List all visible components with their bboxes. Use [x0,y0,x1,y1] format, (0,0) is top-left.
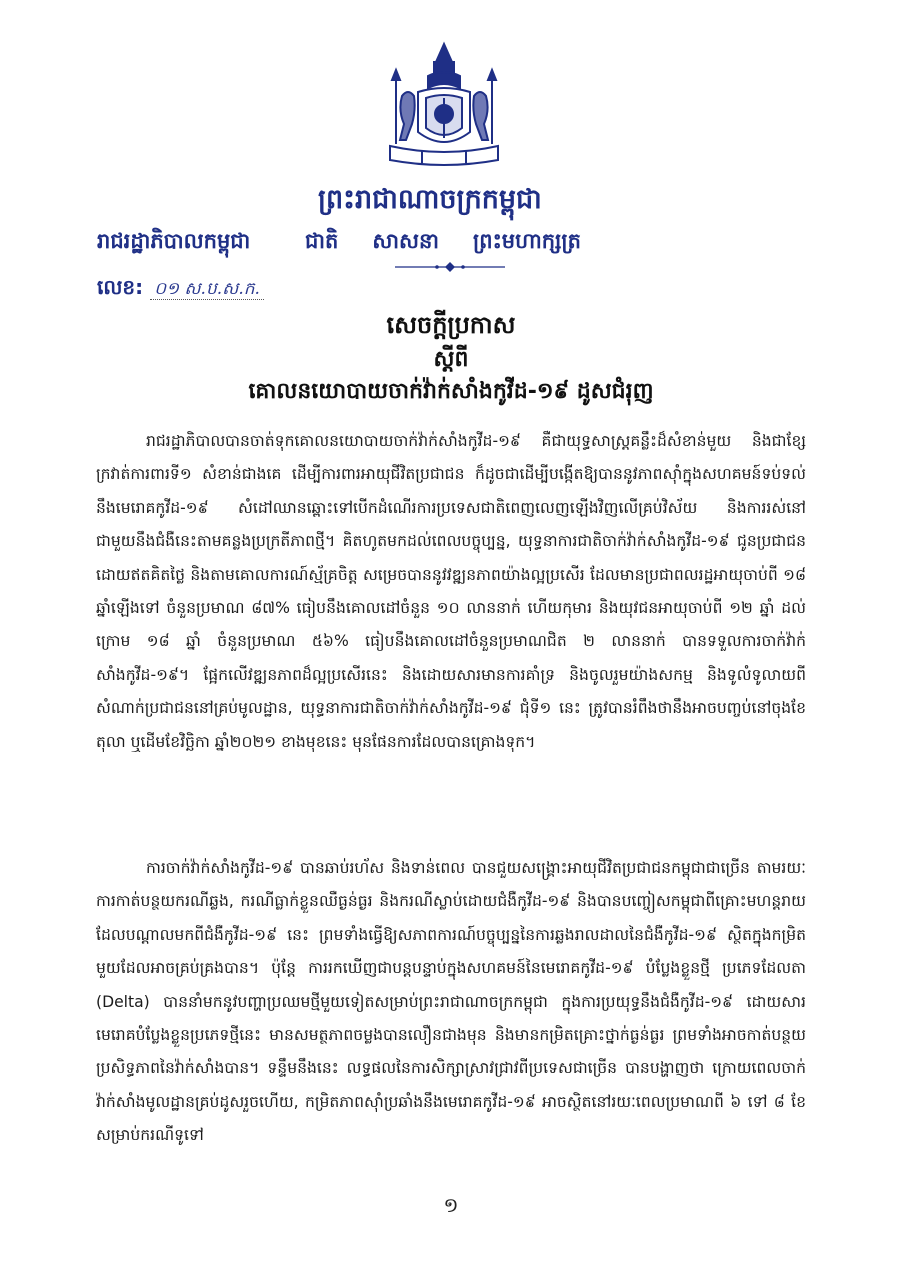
document-subject: គោលនយោបាយចាក់វ៉ាក់សាំងកូវីដ-១៩ ដូសជំរុញ [248,379,654,404]
page-number: ១ [443,1193,459,1217]
document-title: សេចក្តីប្រកាស [386,311,516,339]
motto-nation: ជាតិ [305,229,339,253]
kingdom-title: ព្រះរាជាណាចក្រកម្ពុជា [318,184,542,215]
royal-arms-emblem-icon [378,40,510,170]
document-number [97,274,264,304]
government-name: រាជរដ្ឋាភិបាលកម្ពុជា [97,229,251,253]
body-paragraph: រាជរដ្ឋាភិបាលបានចាត់ទុកគោលនយោបាយចាក់វ៉ាក់សាំងកូវីដ-១៩ គឺជាយុទ្ធសាស្ត្រគន្លឹះដ៏សំខាន់មួយ និងជាខ្សែក្រវាត់ការពារទី១ សំខាន់ជាងគេ ដើម្បីការពារអាយុជីវិតប្រជាជន ក៏ដូចជាដើម្បីបង្កើតឱ្យបាននូវភាពស៊ាំក្នុងសហគមន៍ទប់ទល់នឹងមេរោគកូវីដ-១៩ សំដៅឈានឆ្ពោះទៅបើកដំណើរការប្រទេសជាតិពេញលេញឡើងវិញលើគ្រប់វិស័យ និងការរស់នៅជាមួយនឹងជំងឺនេះតាមគន្លងប្រក្រតីភាពថ្មី។ គិតហូតមកដល់ពេលបច្ចុប្បន្ន, យុទ្ធនាការជាតិចាក់វ៉ាក់សាំងកូវីដ-១៩ ជូនប្រជាជនដោយឥតគិតថ្លៃ និងតាមគោលការណ៍ស្ម័គ្រចិត្ត សម្រេចបាននូវវឌ្ឍនភាពយ៉ាងល្អប្រសើរ ដែលមានប្រជាពលរដ្ឋអាយុចាប់ពី ១៨ ឆ្នាំឡើងទៅ ចំនួនប្រមាណ ៨៧% ធៀបនឹងគោលដៅចំនួន ១០ លាននាក់ ហើយកុមារ និងយុវជនអាយុចាប់ពី ១២ ឆ្នាំ ដល់ក្រោម ១៨ ឆ្នាំ ចំនួនប្រមាណ ៥៦% ធៀបនឹងគោលដៅចំនួនប្រមាណជិត ២ លាននាក់ បានទទួលការចាក់វ៉ាក់សាំងកូវីដ-១៩។ ផ្អែកលើវឌ្ឍនភាពដ៏ល្អប្រសើរនេះ និងដោយសារមានការគាំទ្រ និងចូលរួមយ៉ាងសកម្ម និងទូលំទូលាយពីសំណាក់ប្រជាជននៅគ្រប់មូលដ្ឋាន, យុទ្ធនាការជាតិចាក់វ៉ាក់សាំងកូវីដ-១៩ ជុំទី១ នេះ ត្រូវបានរំពឹងថានឹងអាចបញ្ចប់នៅចុងខែតុលា ឬដើមខែវិច្ឆិកា ឆ្នាំ២០២១ ខាងមុខនេះ មុនផែនការដែលបានគ្រោងទុក។ [96,432,806,751]
national-motto [305,228,581,259]
motto-king: ព្រះមហាក្សត្រ [472,229,581,253]
number-label: លេខ: [97,275,144,299]
document-title-about: ស្តីពី [433,347,469,372]
number-value: ០១ ស.ប.ស.ក. [150,279,264,300]
ornament-divider-icon [395,262,505,272]
body-paragraph: ការចាក់វ៉ាក់សាំងកូវីដ-១៩ បានឆាប់រហ័ស និងទាន់ពេល បានជួយសង្គ្រោះអាយុជីវិតប្រជាជនកម្ពុជាជាច្រើន តាមរយៈការកាត់បន្ថយករណីឆ្លង, ករណីធ្លាក់ខ្លួនឈឺធ្ងន់ធ្ងរ និងករណីស្លាប់ដោយជំងឺកូវីដ-១៩ និងបានបញ្ចៀសកម្ពុជាពីគ្រោះមហន្តរាយដែលបណ្តាលមកពីជំងឺកូវីដ-១៩ នេះ ព្រមទាំងធ្វើឱ្យសភាពការណ៍បច្ចុប្បន្ននៃការឆ្លងរាលដាលនៃជំងឺកូវីដ-១៩ ស្ថិតក្នុងកម្រិតមួយដែលអាចគ្រប់គ្រងបាន។ ប៉ុន្តែ ការរកឃើញជាបន្តបន្ទាប់ក្នុងសហគមន៍នៃមេរោគកូវីដ-១៩ បំប្លែងខ្លួនថ្មី ប្រភេទដែលតា (Delta) បាននាំមកនូវបញ្ហាប្រឈមថ្មីមួយទៀតសម្រាប់ព្រះរាជាណាចក្រកម្ពុជា ក្នុងការប្រយុទ្ធនឹងជំងឺកូវីដ-១៩ ដោយសារមេរោគបំប្លែងខ្លួនប្រភេទថ្មីនេះ មានសមត្ថភាពចម្លងបានលឿនជាងមុន និងមានកម្រិតគ្រោះថ្នាក់ធ្ងន់ធ្ងរ ព្រមទាំងអាចកាត់បន្ថយប្រសិទ្ធភាពនៃវ៉ាក់សាំងបាន។ ទន្ទឹមនឹងនេះ លទ្ធផលនៃការសិក្សាស្រាវជ្រាវពីប្រទេសជាច្រើន បានបង្ហាញថា ក្រោយពេលចាក់វ៉ាក់សាំងមូលដ្ឋានគ្រប់ដូសរួចហើយ, កម្រិតភាពស៊ាំប្រឆាំងនឹងមេរោគកូវីដ-១៩ អាចស្ថិតនៅរយៈពេលប្រមាណពី ៦ ទៅ ៨ ខែ សម្រាប់ករណីទូទៅ [96,859,806,1145]
motto-religion: សាសនា [372,229,439,253]
